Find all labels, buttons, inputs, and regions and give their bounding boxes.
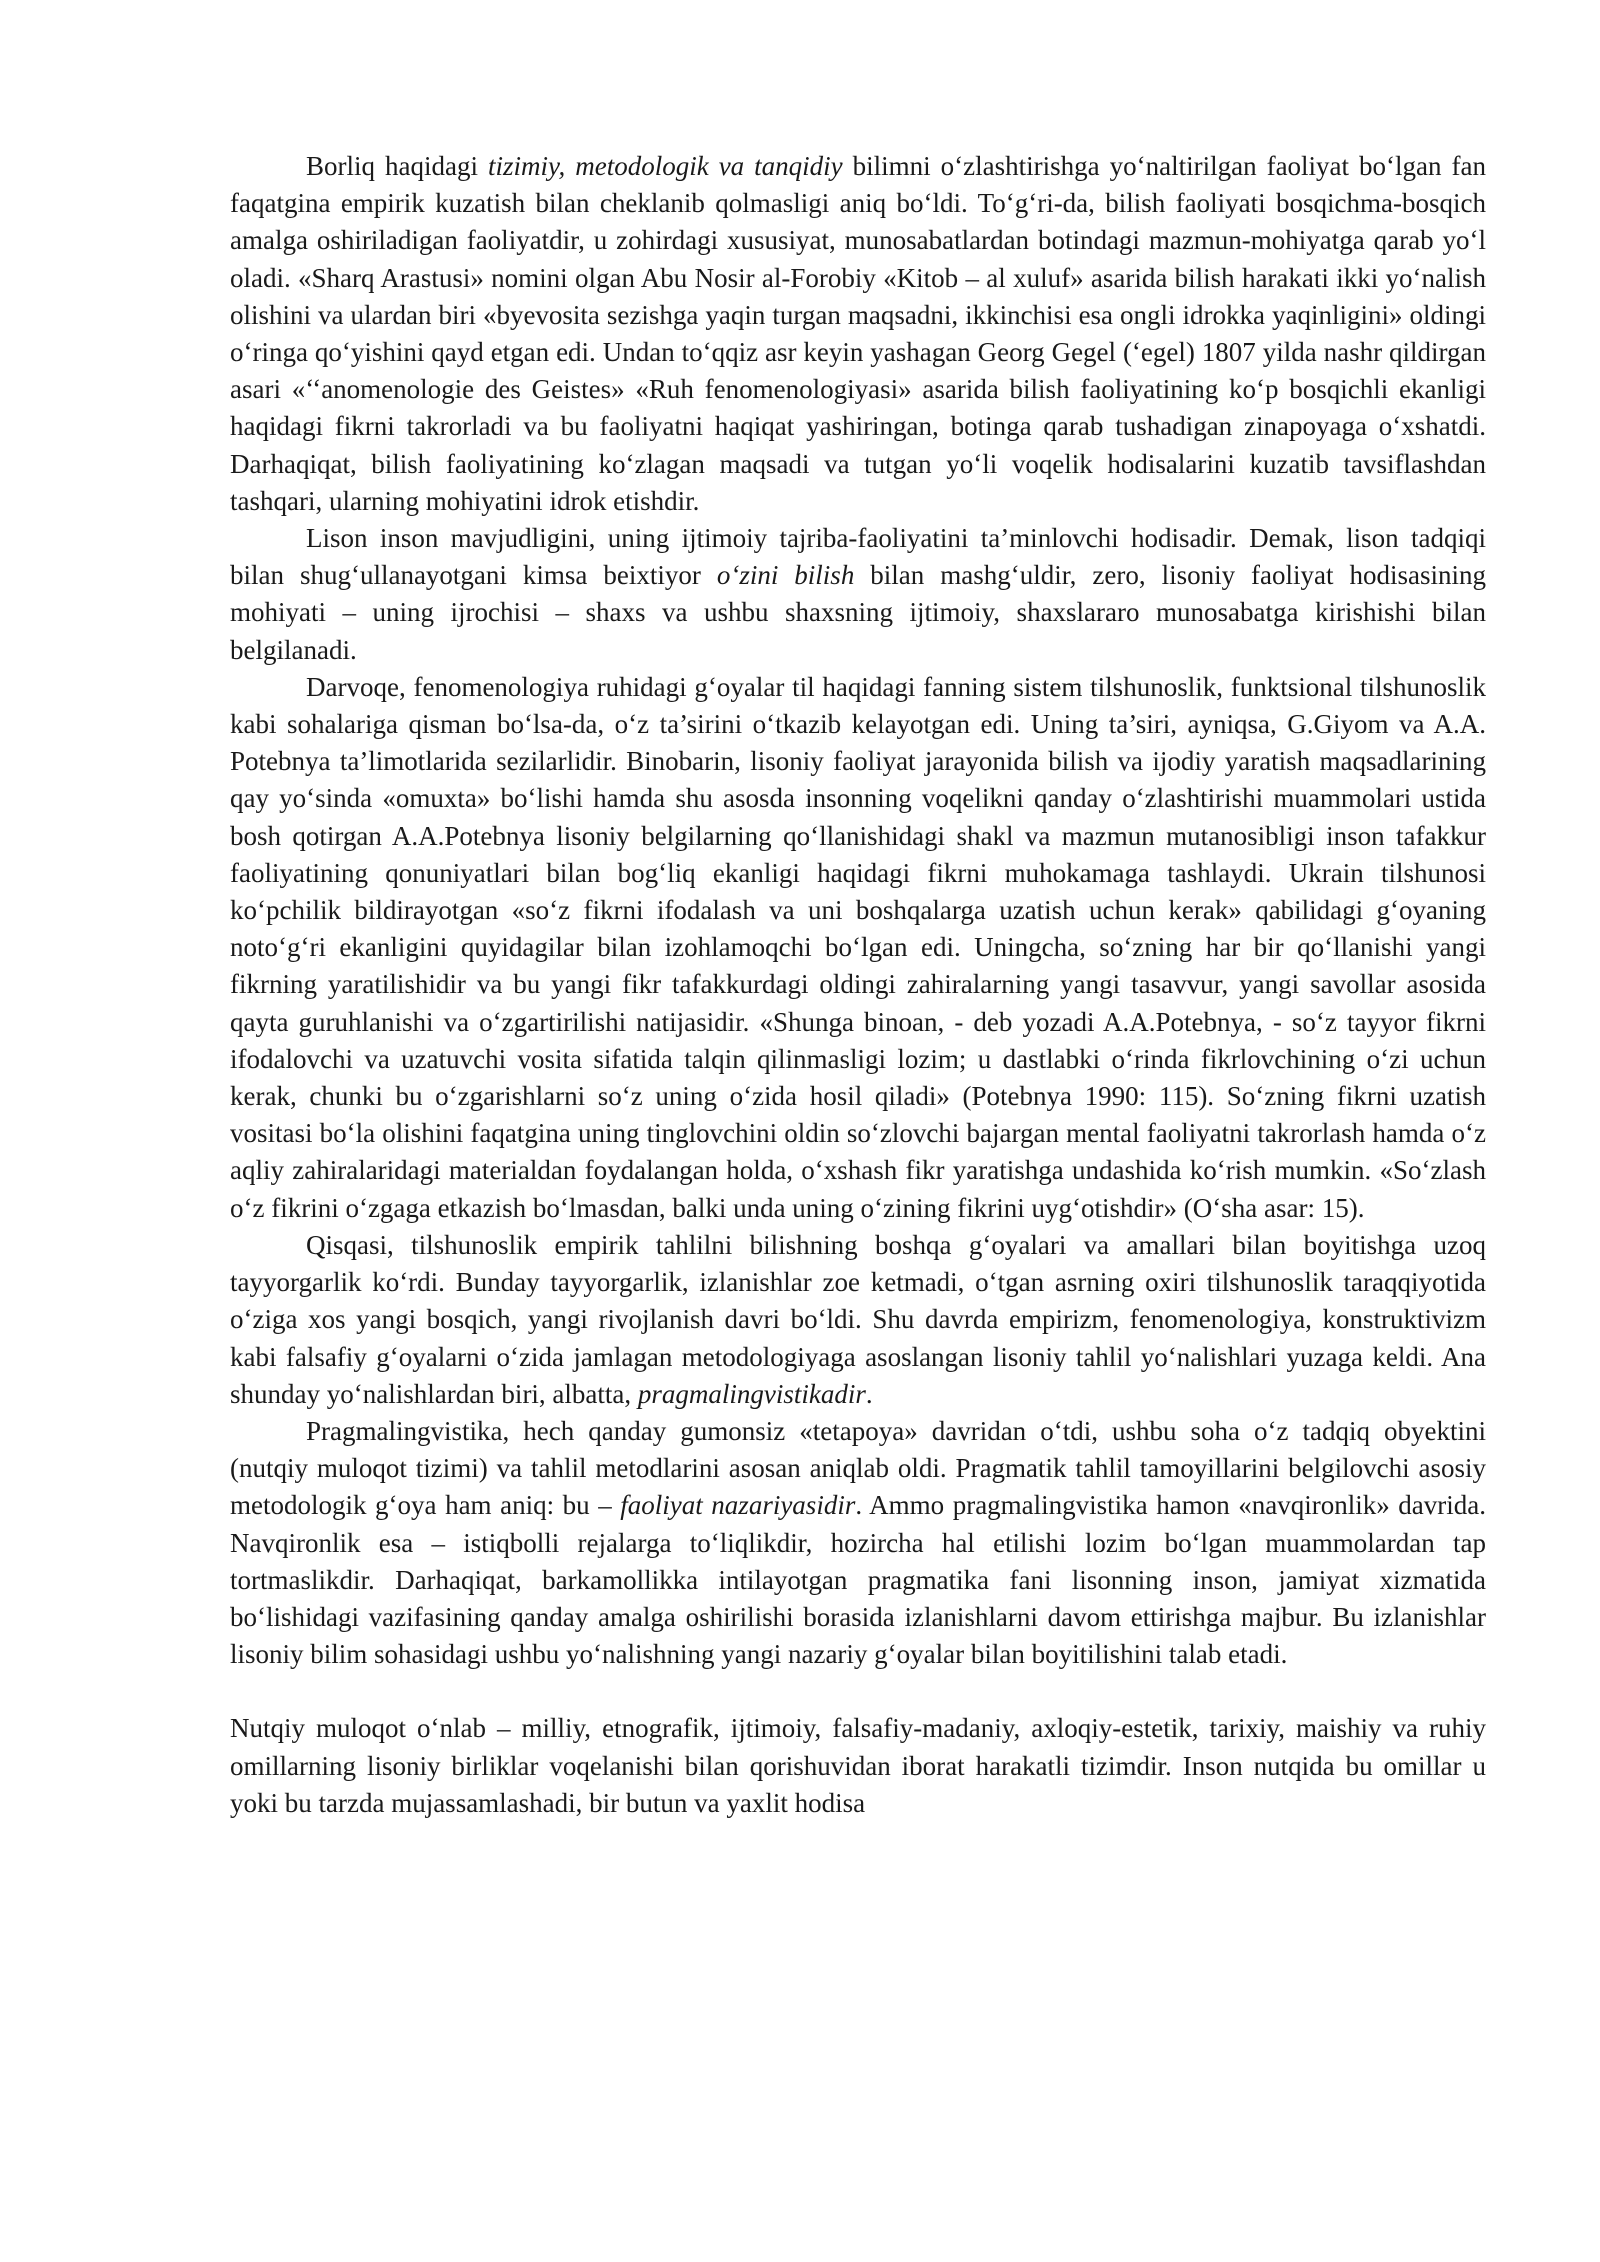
italic-run: o‘zini bilish bbox=[716, 560, 855, 591]
italic-run: pragmalingvistikadir bbox=[637, 1378, 866, 1409]
paragraph-gap bbox=[230, 1673, 1486, 1710]
paragraph-2 bbox=[230, 520, 1486, 669]
italic-run: faoliyat nazariyasidir bbox=[620, 1490, 856, 1521]
text-run: Nutqiy muloqot o‘nlab – milliy, etnografik, ijtimoiy, falsafiy-madaniy, axloqiy-estetik, tarixiy, maishiy va ruhiy omillarning lisoniy birliklar voqelanishi bilan qorishuvidan iborat harakatli tizimdir. Inson nutqida bu omillar u yoki bu tarzda mujassamlashadi, bir butun va yaxlit hodisa bbox=[230, 1713, 1486, 1818]
text-run: Qisqasi, tilshunoslik empirik tahlilni bilishning boshqa g‘oyalari va amallari bilan boyitishga uzoq tayyorgarlik ko‘rdi. Bunday tayyorgarlik, izlanishlar zoe ketmadi, o‘tgan asrning oxiri tilshunoslik taraqqiyotida o‘ziga xos yangi bosqich, yangi rivojlanish davri bo‘ldi. Shu davrda empirizm, fenomenologiya, konstruktivizm kabi falsafiy g‘oyalarni o‘zida jamlagan metodologiyaga asoslangan lisoniy tahlil yo‘nalishlari yuzaga keldi. Ana shunday yo‘nalishlardan biri, albatta, bbox=[230, 1229, 1486, 1409]
document-page bbox=[230, 148, 1486, 1822]
paragraph-5 bbox=[230, 1413, 1486, 1673]
text-run: Borliq haqidagi bbox=[306, 151, 488, 181]
paragraph-6 bbox=[230, 1710, 1486, 1822]
text-run: . bbox=[865, 1378, 873, 1409]
text-run: . Ammo pragmalingvistika hamon «navqironlik» davrida. Navqironlik esa – istiqbolli rejalarga to‘liqlikdir, hozircha hal etilishi lozim bo‘lgan muammolardan tap tortmaslikdir. Darhaqiqat, barkamollikka intilayotgan pragmatika fani lisonning inson, jamiyat xizmatida bo‘lishidagi vazifasining qanday amalga oshirilishi borasida izlanishlarni davom ettirishga majbur. Bu izlanishlar lisoniy bilim sohasidagi ushbu yo‘nalishning yangi nazariy g‘oyalar bilan boyitilishini talab etadi. bbox=[230, 1490, 1486, 1670]
paragraph-4 bbox=[230, 1227, 1486, 1413]
text-run: Pragmalingvistika, hech qanday gumonsiz «tetapoya» davridan o‘tdi, ushbu soha o‘z tadqiq obyektini (nutqiy muloqot tizimi) va tahlil metodlarini asosan aniqlab oldi. Pragmatik tahlil tamoyillarini belgilovchi asosiy metodologik g‘oya ham aniq: bu – bbox=[230, 1415, 1486, 1521]
text-run: bilan mashg‘uldir, zero, lisoniy faoliyat hodisasining mohiyati – uning ijrochisi – shaxs va ushbu shaxsning ijtimoiy, shaxslararo munosabatga kirishishi bilan belgilanadi. bbox=[230, 560, 1487, 665]
paragraph-1 bbox=[230, 148, 1486, 520]
text-run: Darvoqe, fenomenologiya ruhidagi g‘oyalar til haqidagi fanning sistem tilshunoslik, funktsional tilshunoslik kabi sohalariga qisman bo‘lsa-da, o‘z ta’sirini o‘tkazib kelayotgan edi. Uning ta’siri, ayniqsa, G.Giyom va A.A. Potebnya ta’limotlarida sezilarlidir. Binobarin, lisoniy faoliyat jarayonida bilish va ijodiy yaratish maqsadlarining qay yo‘sinda «omuxta» bo‘lishi hamda shu asosda insonning voqelikni qanday o‘zlashtirishi muammolari ustida bosh qotirgan A.A.Potebnya lisoniy belgilarning qo‘llanishidagi shakl va mazmun mutanosibligi inson tafakkur faoliyatining qonuniyatlari bilan bog‘liq ekanligi haqidagi fikrni muhokamaga tashlaydi. Ukrain tilshunosi ko‘pchilik bildirayotgan «so‘z fikrni ifodalash va uni boshqalarga uzatish uchun kerak» qabilidagi g‘oyaning noto‘g‘ri ekanligini quyidagilar bilan izohlamoqchi bo‘lgan edi. Uningcha, so‘zning har bir qo‘llanishi yangi fikrning yaratilishidir va bu yangi fikr tafakkurdagi oldingi zahiralarning yangi tasavvur, yangi savollar asosida qayta guruhlanishi va o‘zgartirilishi natijasidir. «Shunga binoan, - deb yozadi A.A.Potebnya, - so‘z tayyor fikrni ifodalovchi va uzatuvchi vosita sifatida talqin qilinmasligi lozim; u dastlabki o‘rinda fikrlovchining o‘zi uchun kerak, chunki bu o‘zgarishlarni so‘z uning o‘zida hosil qiladi» (Potebnya 1990: 115). So‘zning fikrni uzatish vositasi bo‘la olishini faqatgina uning tinglovchini oldin so‘zlovchi bajargan mental faoliyatni takrorlash hamda o‘z aqliy zahiralaridagi materialdan foydalangan holda, o‘xshash fikr yaratishga undashida ko‘rish mumkin. «So‘zlash o‘z fikrini o‘zgaga etkazish bo‘lmasdan, balki unda uning o‘zining fikrini uyg‘otishdir» (O‘sha asar: 15). bbox=[230, 671, 1486, 1223]
text-run: Lison inson mavjudligini, uning ijtimoiy tajriba-faoliyatini ta’minlovchi hodisadir. Demak, lison tadqiqi bilan shug‘ullanayotgani kimsa beixtiyor bbox=[230, 523, 1486, 591]
italic-run: tizimiy, metodologik va tanqidiy bbox=[487, 151, 843, 181]
paragraph-3 bbox=[230, 669, 1486, 1227]
text-run: bilimni o‘zlashtirishga yo‘naltirilgan faoliyat bo‘lgan fan faqatgina empirik kuzatish bilan cheklanib qolmasligi aniq bo‘ldi. To‘g‘ri-da, bilish faoliyati bosqichma-bosqich amalga oshiriladigan faoliyatdir, u zohirdagi xususiyat, munosabatlardan botindagi mazmun-mohiyatga qarab yo‘l oladi. «Sharq Arastusi» nomini olgan Abu Nosir al-Forobiy «Kitob – al xuluf» asarida bilish harakati ikki yo‘nalish olishini va ulardan biri «byevosita sezishga yaqin turgan maqsadni, ikkinchisi esa ongli idrokka yaqinligini» oldingi o‘ringa qo‘yishini qayd etgan edi. Undan to‘qqiz asr keyin yashagan Georg Gegel (‘egel) 1807 yilda nashr qildirgan asari «‘‘anomenologie des Geistes» «Ruh fenomenologiyasi» asarida bilish faoliyatining ko‘p bosqichli ekanligi haqidagi fikrni takrorladi va bu faoliyatni haqiqat yashiringan, botinga qarab tushadigan zinapoyaga o‘xshatdi. Darhaqiqat, bilish faoliyatining ko‘zlagan maqsadi va tutgan yo‘li voqelik hodisalarini kuzatib tavsiflashdan tashqari, ularning mohiyatini idrok etishdir. bbox=[230, 151, 1486, 516]
